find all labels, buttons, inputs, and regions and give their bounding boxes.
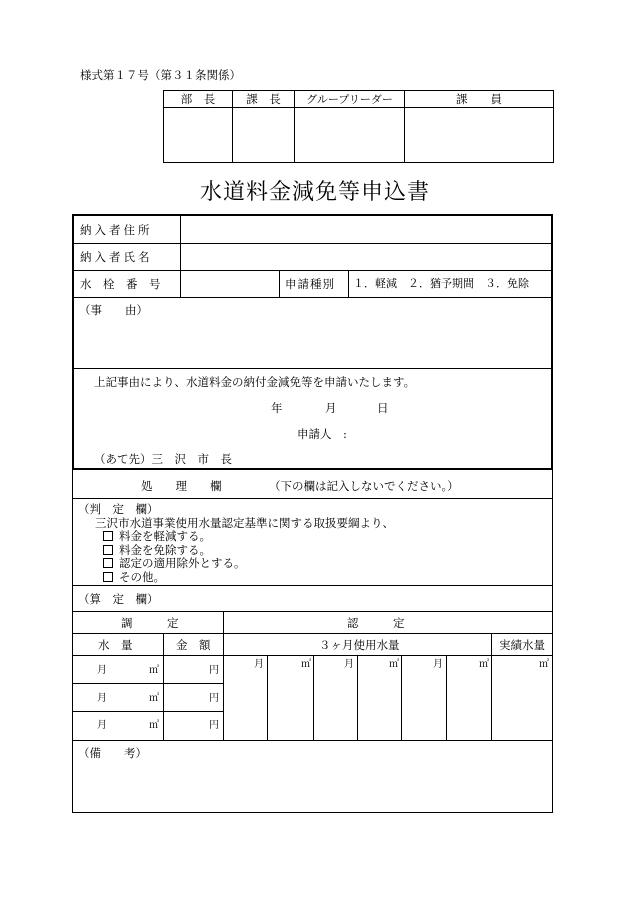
processing-note: （下の欄は記入しないでください。） <box>269 479 459 493</box>
approval-header-staff: 課 員 <box>405 91 554 108</box>
reason-field[interactable] <box>74 318 553 368</box>
approval-header-group-leader: グループリーダー <box>295 91 405 108</box>
month-unit: 月 <box>254 659 264 670</box>
month-unit: 月 <box>344 659 354 670</box>
yen-unit: 円 <box>209 693 219 704</box>
checkbox-icon[interactable] <box>103 545 113 555</box>
approval-header-section-chief: 課 長 <box>233 91 295 108</box>
application-statement: 上記事由により、水道料金の納付金減免等を申請いたします。 <box>94 375 416 389</box>
approval-stamp-table <box>163 90 554 163</box>
approval-header-director: 部 長 <box>164 91 233 108</box>
date-month: 月 <box>325 401 337 415</box>
address-field[interactable] <box>181 216 553 243</box>
application-type-label: 申請種別 <box>285 277 335 291</box>
applicant-section <box>72 214 553 470</box>
volume-unit: ㎥ <box>479 659 489 670</box>
actual-volume-header: 実績水量 <box>499 638 545 652</box>
yen-unit: 円 <box>209 720 219 731</box>
water-volume-header: 水 量 <box>98 638 133 652</box>
page-title: 水道料金減免等申込書 <box>199 180 430 205</box>
checkbox-icon[interactable] <box>103 531 113 541</box>
applicant-label: 申請人 : <box>297 427 347 441</box>
stamp-box-director[interactable] <box>164 108 233 163</box>
remarks-label: （備 考） <box>78 746 147 760</box>
amount-header: 金 額 <box>176 638 211 652</box>
stamp-box-section-chief[interactable] <box>233 108 295 163</box>
volume-unit: ㎥ <box>389 659 399 670</box>
addressee: （あて先）三 沢 市 長 <box>94 452 232 466</box>
certify-header: 認 定 <box>347 616 405 630</box>
form-number: 様式第１７号（第３１条関係） <box>80 68 241 82</box>
reason-label: （事 由） <box>79 303 148 317</box>
processing-section <box>72 470 553 813</box>
volume-unit: ㎥ <box>149 665 159 676</box>
three-month-usage-header: ３ヶ月使用水量 <box>319 638 400 652</box>
month-unit: 月 <box>433 659 443 670</box>
month-unit: 月 <box>97 693 107 704</box>
volume-unit: ㎥ <box>301 659 311 670</box>
date-year: 年 <box>271 401 283 415</box>
processing-header: 処 理 欄 <box>141 479 222 493</box>
volume-unit: ㎥ <box>539 659 549 670</box>
calc-label: （算 定 欄） <box>78 592 159 606</box>
month-unit: 月 <box>97 665 107 676</box>
remarks-field[interactable] <box>73 762 552 812</box>
volume-unit: ㎥ <box>149 693 159 704</box>
meter-number-label: 水 栓 番 号 <box>80 277 161 291</box>
checkbox-icon[interactable] <box>103 558 113 568</box>
judgement-option-reduce[interactable]: 料金を軽減する。 <box>103 529 211 543</box>
address-label: 納入者住所 <box>80 223 153 237</box>
name-label: 納入者氏名 <box>80 250 153 264</box>
volume-unit: ㎥ <box>149 720 159 731</box>
meter-number-field[interactable] <box>181 271 279 297</box>
judgement-label: （判 定 欄） <box>78 502 159 516</box>
judgement-option-exclude[interactable]: 認定の適用除外とする。 <box>103 556 246 570</box>
judgement-intro: 三沢市水道事業使用水量認定基準に関する取扱要綱より、 <box>95 516 394 530</box>
stamp-box-group-leader[interactable] <box>295 108 405 163</box>
judgement-option-exempt[interactable]: 料金を免除する。 <box>103 543 211 557</box>
yen-unit: 円 <box>209 665 219 676</box>
application-type-options[interactable]: １．軽減 ２．猶予期間 ３．免除 <box>353 277 529 290</box>
name-field[interactable] <box>181 244 553 270</box>
stamp-box-staff[interactable] <box>405 108 554 163</box>
judgement-option-other[interactable]: その他。 <box>103 570 165 584</box>
checkbox-icon[interactable] <box>103 572 113 582</box>
month-unit: 月 <box>97 720 107 731</box>
adjust-header: 調 定 <box>121 616 179 630</box>
date-day: 日 <box>377 401 389 415</box>
